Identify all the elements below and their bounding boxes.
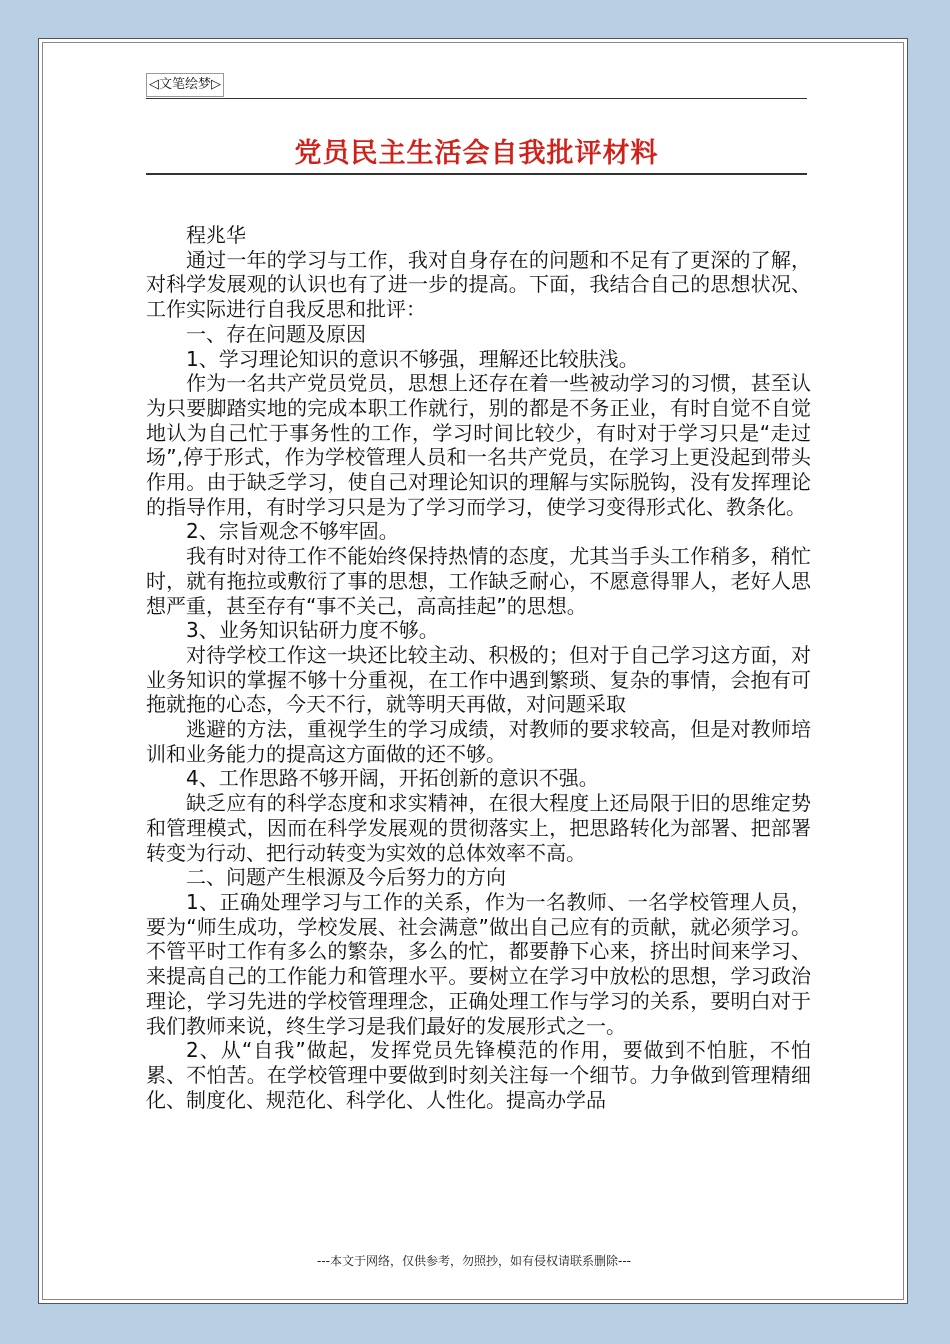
document-title: 党员民主生活会自我批评材料 xyxy=(294,138,659,169)
title-divider xyxy=(146,173,807,175)
document-body xyxy=(146,223,811,1112)
document-page xyxy=(38,38,908,1304)
body-paragraph: 3、业务知识钻研力度不够。 xyxy=(186,618,439,643)
body-paragraph: 一、存在问题及原因 xyxy=(186,321,366,346)
body-paragraph: 2、宗旨观念不够牢固。 xyxy=(186,519,399,544)
body-paragraph: 通过一年的学习与工作，我对自身存在的问题和不足有了更深的了解，对科学发展观的认识也有了进一步的提高。下面，我结合自己的思想状况、工作实际进行自我反思和批评： xyxy=(146,247,811,322)
body-paragraph: 4、工作思路不够开阔，开拓创新的意识不强。 xyxy=(186,766,599,791)
body-paragraph: 逃避的方法，重视学生的学习成绩，对教师的要求较高，但是对教师培训和业务能力的提高这方面做的还不够。 xyxy=(146,717,811,766)
body-paragraph: 缺乏应有的科学态度和求实精神，在很大程度上还局限于旧的思维定势和管理模式，因而在科学发展观的贯彻落实上，把思路转化为部署、把部署转变为行动、把行动转变为实效的总体效率不高。 xyxy=(146,791,811,865)
body-paragraph: 我有时对待工作不能始终保持热情的态度，尤其当手头工作稍多，稍忙时，就有拖拉或敷衍了事的思想，工作缺乏耐心，不愿意得罪人，老好人思想严重，甚至存有“事不关己，高高挂起”的思想。 xyxy=(146,544,811,618)
header-divider xyxy=(146,98,807,99)
body-paragraph: 1、正确处理学习与工作的关系，作为一名教师、一名学校管理人员，要为“师生成功，学校发展、社会满意”做出自己应有的贡献，就必须学习。不管平时工作有多么的繁杂，多么的忙，都要静下心来，挤出时间来学习、来提高自己的工作能力和管理水平。要树立在学习中放松的思想，学习政治理论，学习先进的学校管理理念，正确处理工作与学习的关系，要明白对于我们教师来说，终生学习是我们最好的发展形式之一。 xyxy=(146,889,811,1038)
body-paragraph: 1、学习理论知识的意识不够强，理解还比较肤浅。 xyxy=(186,346,639,371)
header-logo: ◁文笔绘梦▷ xyxy=(146,73,224,97)
page-footer: ---本文于网络，仅供参考，勿照抄，如有侵权请联系删除--- xyxy=(317,1254,631,1268)
body-paragraph: 2、从“自我”做起，发挥党员先锋模范的作用，要做到不怕脏，不怕累、不怕苦。在学校管理中要做到时刻关注每一个细节。力争做到管理精细化、制度化、规范化、科学化、人性化。提高办学品 xyxy=(146,1038,811,1112)
body-paragraph: 对待学校工作这一块还比较主动、积极的；但对于自己学习这方面，对业务知识的掌握不够十分重视，在工作中遇到繁琐、复杂的事情，会抱有可拖就拖的心态，今天不行，就等明天再做，对问题采取 xyxy=(146,642,811,717)
author-name: 程兆华 xyxy=(186,223,246,247)
body-paragraph: 作为一名共产党员党员，思想上还存在着一些被动学习的习惯，甚至认为只要脚踏实地的完成本职工作就行，别的都是不务正业，有时自觉不自觉地认为自己忙于事务性的工作，学习时间比较少，有时对于学习只是“走过场”,停于形式，作为学校管理人员和一名共产党员，在学习上更没起到带头作用。由于缺乏学习，使自己对理论知识的理解与实际脱钩，没有发挥理论的指导作用，有时学习只是为了学习而学习，使学习变得形式化、教条化。 xyxy=(146,371,811,519)
body-paragraph: 二、问题产生根源及今后努力的方向 xyxy=(186,865,506,890)
